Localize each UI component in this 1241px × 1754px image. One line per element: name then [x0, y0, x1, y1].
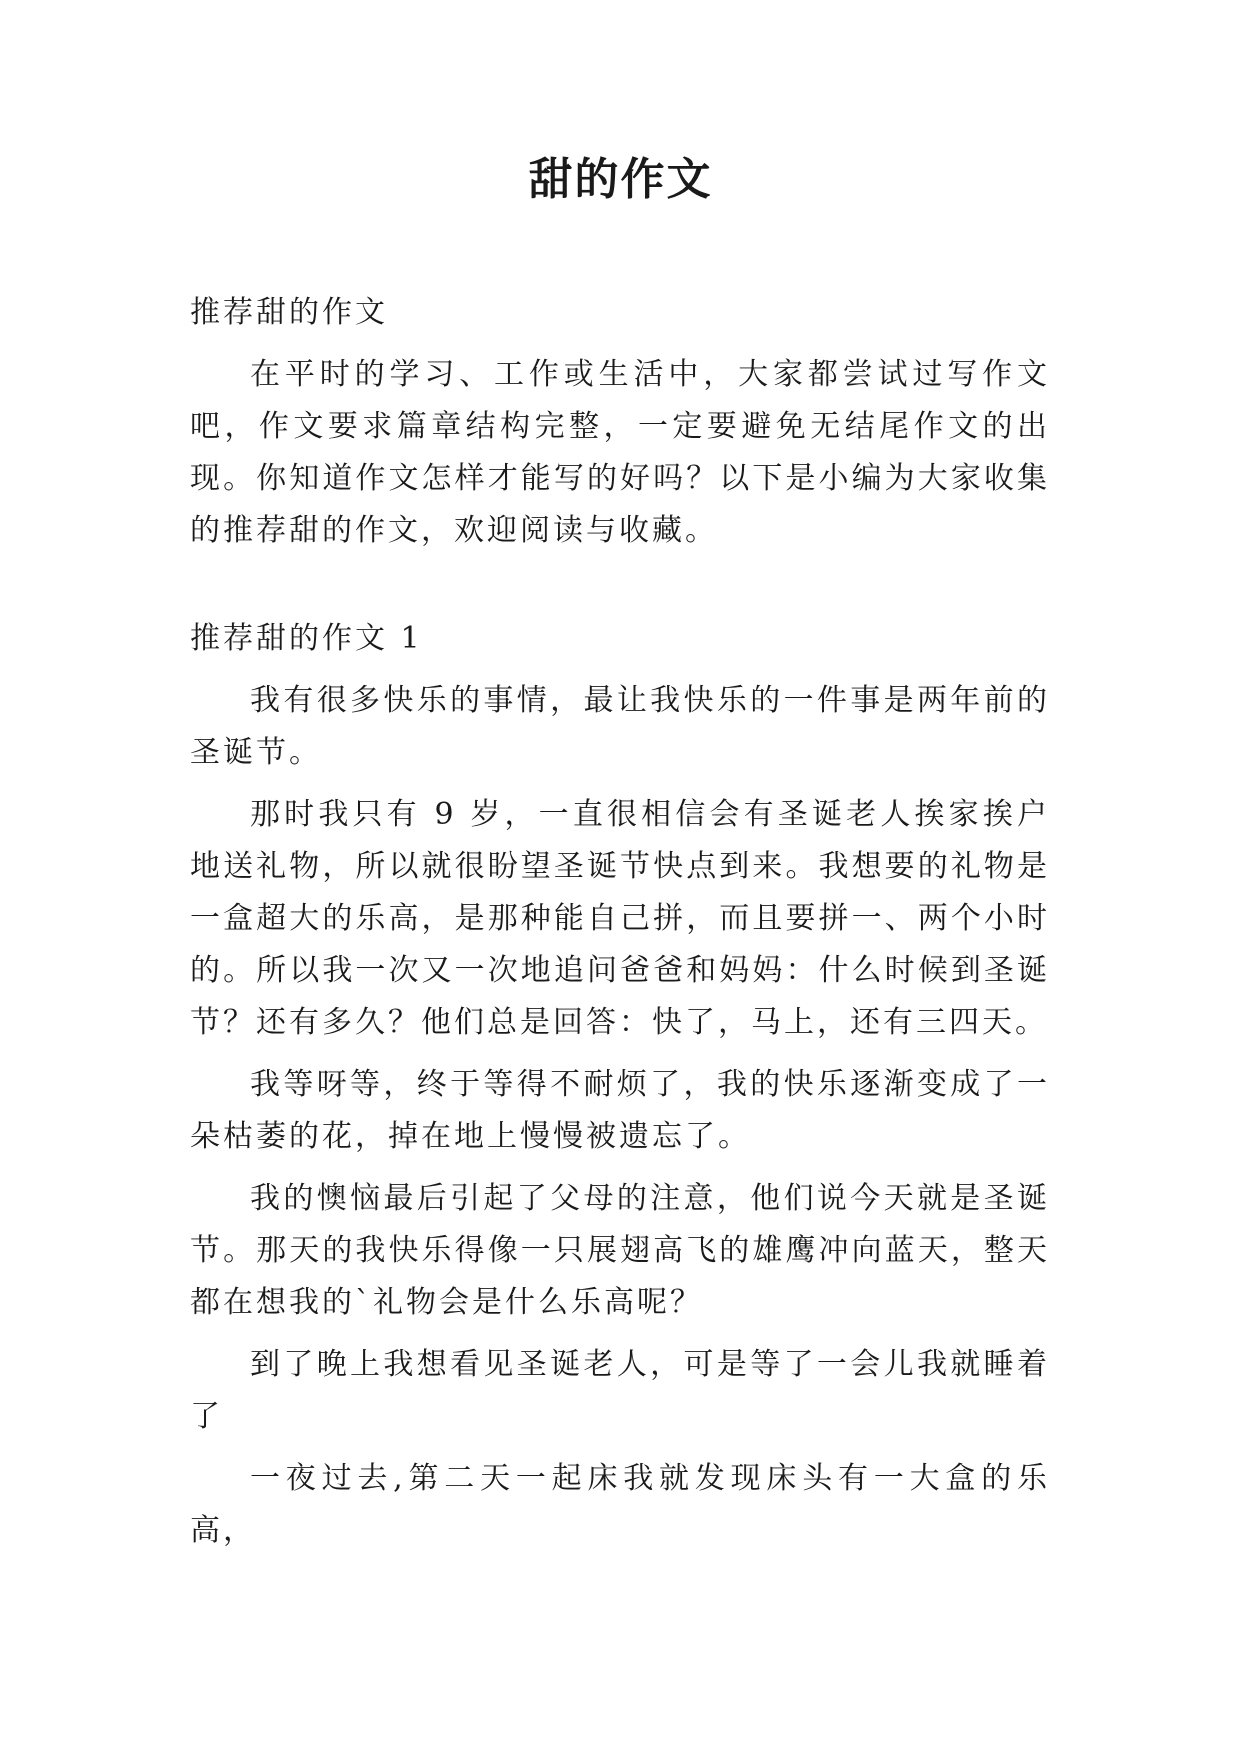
essay-paragraph: 我有很多快乐的事情，最让我快乐的一件事是两年前的圣诞节。 [190, 683, 1050, 770]
essay-paragraph: 到了晚上我想看见圣诞老人，可是等了一会儿我就睡着了 [190, 1347, 1050, 1434]
document-body [190, 287, 1050, 1567]
essay-heading: 推荐甜的作文 1 [190, 621, 423, 656]
document-title: 甜的作文 [528, 154, 713, 205]
essay-paragraph: 一夜过去,第二天一起床我就发现床头有一大盒的乐高， [190, 1461, 1050, 1548]
intro-heading: 推荐甜的作文 [190, 295, 388, 330]
essay-paragraph: 我等呀等，终于等得不耐烦了，我的快乐逐渐变成了一朵枯萎的花，掉在地上慢慢被遗忘了。 [190, 1067, 1050, 1154]
intro-paragraph: 在平时的学习、工作或生活中，大家都尝试过写作文吧，作文要求篇章结构完整，一定要避免无结尾作文的出现。你知道作文怎样才能写的好吗？以下是小编为大家收集的推荐甜的作文，欢迎阅读与收藏。 [190, 357, 1050, 548]
essay-paragraph: 我的懊恼最后引起了父母的注意，他们说今天就是圣诞节。那天的我快乐得像一只展翅高飞的雄鹰冲向蓝天，整天都在想我的`礼物会是什么乐高呢？ [190, 1181, 1050, 1320]
essay-paragraph: 那时我只有 9 岁，一直很相信会有圣诞老人挨家挨户地送礼物，所以就很盼望圣诞节快点到来。我想要的礼物是一盒超大的乐高，是那种能自己拼，而且要拼一、两个小时的。所以我一次又一次地追问爸爸和妈妈：什么时候到圣诞节？还有多久？他们总是回答：快了，马上，还有三四天。 [190, 797, 1050, 1040]
